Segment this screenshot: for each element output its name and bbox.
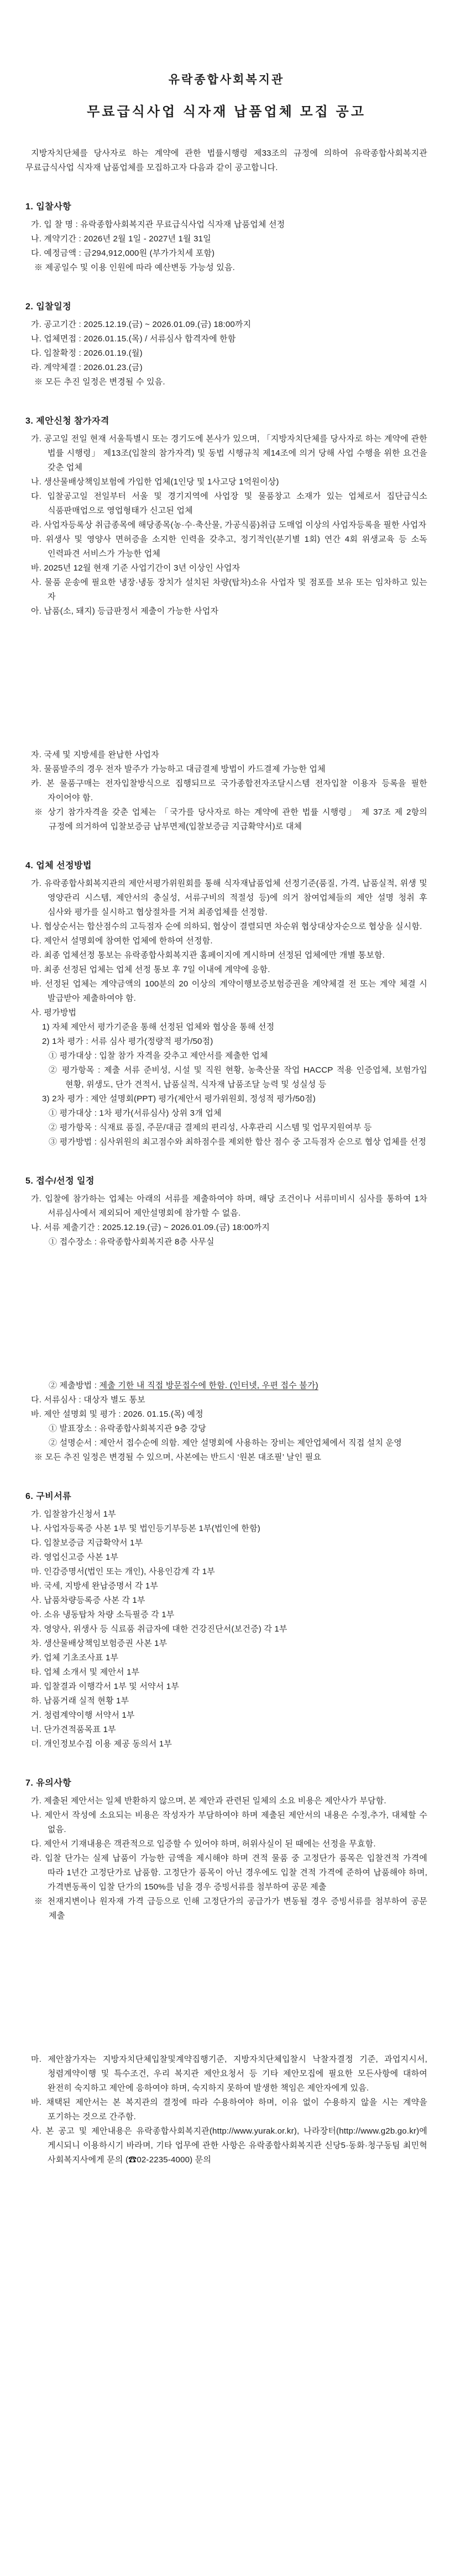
list-item: 카. 업체 기초조사표 1부 xyxy=(31,1653,119,1662)
list-item: 다. 입찰보증금 지급확약서 1부 xyxy=(31,1538,143,1548)
section-heading: 1. 입찰사항 xyxy=(25,202,72,212)
list-item: 라. 사업자등록상 취급종목에 해당종목(농·수·축산물, 가공식품)취급 도매업 이상의 사업자등록을 필한 사업자 xyxy=(31,520,427,530)
list-item: 나. 계약기간 : 2026년 2월 1일 - 2027년 1월 31일 xyxy=(31,234,211,244)
list-item: 바. 채택된 제안서는 본 복지관의 결정에 따라 수용하여야 하며, 이유 없이 수용하지 않을 시는 계약을 포기하는 것으로 간주함. xyxy=(31,2098,427,2121)
list-item: ② 평가항목 : 제출 서류 준비성, 시설 및 직원 현황, 농축산물 작업 HACCP 적용 인증업체, 보험가입 현황, 위생도, 단가 견적서, 납품실적, 식자재 납품조달 능력 및 성실성 등 xyxy=(49,1065,427,1089)
list-item: 마. 인감증명서(법인 또는 개인), 사용인감계 각 1부 xyxy=(31,1567,215,1576)
list-item: 가. 공고기간 : 2025.12.19.(금) ~ 2026.01.09.(금) 18:00까지 xyxy=(31,320,252,329)
list-item: ① 평가대상 : 입찰 참가 자격을 갖추고 제안서를 제출한 업체 xyxy=(49,1051,268,1060)
list-item: 하. 납품거래 실적 현황 1부 xyxy=(31,1696,129,1706)
list-item: 타. 업체 소개서 및 제안서 1부 xyxy=(31,1667,140,1677)
list-item: 차. 생산물배상책임보험증권 사본 1부 xyxy=(31,1639,168,1648)
list-item: 자. 영양사, 위생사 등 식료품 취급자에 대한 건강진단서(보건증) 각 1부 xyxy=(31,1624,287,1634)
list-item: 라. 최종 업체선정 통보는 유락종합사회복지관 홈페이지에 게시하며 선정된 업체에만 개별 통보함. xyxy=(31,951,385,960)
list-item: 아. 소유 냉동탑차 차량 소득필증 각 1부 xyxy=(31,1610,175,1619)
list-item: 라. 입찰 단가는 실제 납품이 가능한 금액을 제시해야 하며 견적 물품 중 고정단가 품목은 입찰견적 가격에 따라 1년간 고정단가로 납품함. 고정단가 품목이 아닌 경우에도 입찰 견적 가격에 준하여 납품해야 하며, 가격변동폭이 입찰 단가의 150%를 넘을 경우 증빙서류를 첨부하여 공문 제출 xyxy=(31,1854,427,1892)
list-item: 다. 입찰확정 : 2026.01.19.(월) xyxy=(31,349,143,358)
section-heading: 7. 유의사항 xyxy=(25,1778,72,1788)
list-item: 가. 공고일 전일 현재 서울특별시 또는 경기도에 본사가 있으며, 「지방자치단체를 당사자로 하는 계약에 관한 법률 시행령」 제13조(입찰의 참가자격) 및 동법 시행규칙 제14조에 의거 당해 사업 수행을 위한 요건을 갖춘 업체 xyxy=(31,434,427,472)
list-item: 가. 입 찰 명 : 유락종합사회복지관 무료급식사업 식자재 납품업체 선정 xyxy=(31,220,285,229)
list-item: 가. 유락종합사회복지관의 제안서평가위원회를 통해 식자재납품업체 선정기준(품질, 가격, 납품실적, 위생 및 영양관리 시스템, 제안서의 충실성, 서류구비의 적절성 등)에 의거 참여업체들의 제안 설명 청취 후 심사와 평가를 실시하고 협상절차를 거쳐 최종업체를 선정함. xyxy=(31,879,427,917)
list-item: ① 평가대상 : 1차 평가(서류심사) 상위 3개 업체 xyxy=(49,1108,222,1118)
list-item: 거. 청렴계약이행 서약서 1부 xyxy=(31,1711,135,1720)
list-item: 다. 제안서 설명회에 참여한 업체에 한하여 선정함. xyxy=(31,936,213,946)
list-item: 사. 본 공고 및 제안내용은 유락종합사회복지관(http://www.yurak.or.kr), 나라장터(http://www.g2b.go.kr)에 게시되니 이용하시기 바라며, 기타 업무에 관한 사항은 유락종합사회복지관 신당5·동화·청구동팀 최민혁 사회복지사에게 문의 (☎02-2235-4000) 문의 xyxy=(31,2126,427,2165)
list-item: ③ 평가방법 : 심사위원의 최고점수와 최하점수를 제외한 합산 점수 중 고득점자 순으로 협상 업체를 선정 xyxy=(49,1137,427,1147)
list-item: ② 평가항목 : 식재료 품질, 주문/대금 결제의 편리성, 사후관리 시스템 및 업무지원여부 등 xyxy=(49,1123,372,1132)
list-item: 가. 제출된 제안서는 일체 반환하지 않으며, 본 제안과 관련된 일체의 소요 비용은 제안사가 부담함. xyxy=(31,1796,386,1806)
list-item: 가. 입찰참가신청서 1부 xyxy=(31,1509,116,1519)
list-item: 자. 국세 및 지방세를 완납한 사업자 xyxy=(31,750,159,759)
list-item: 마. 제안참가자는 지방자치단체입찰및계약집행기준, 지방자치단체입찰시 낙찰자결정 기준, 과업지시서, 청렴계약이행 및 특수조건, 우리 복지관 제안요청서 등 기타 제안모집에 필요한 모든사항에 대하여 완전히 숙지하고 제안에 응하여야 하며, 숙지하지 못하여 발생한 책임은 제안자에게 있음. xyxy=(31,2055,427,2093)
list-item: 라. 영업신고증 사본 1부 xyxy=(31,1553,119,1562)
list-item: 카. 본 물품구매는 전자입찰방식으로 집행되므로 국가종합전자조달시스템 전자입찰 이용자 등록을 필한 자이어야 함. xyxy=(31,779,427,803)
list-item: 사. 평가방법 xyxy=(31,1008,77,1017)
list-item: ※ 제공일수 및 이용 인원에 따라 예산변동 가능성 있음. xyxy=(34,263,235,272)
list-item: ※ 모든 추진 일정은 변경될 수 있음. xyxy=(34,377,165,387)
list-item: 나. 사업자등록증 사본 1부 및 법인등기부등본 1부(법인에 한함) xyxy=(31,1524,260,1533)
list-item: 1) 자체 제안서 평가기준을 통해 선정된 업체와 협상을 통해 선정 xyxy=(42,1022,275,1032)
underlined-text: 제출 기한 내 직접 방문접수에 한함. (인터넷, 우편 접수 불가) xyxy=(99,1381,318,1390)
intro-paragraph: 지방자치단체를 당사자로 하는 계약에 관한 법률시행령 제33조의 규정에 의하여 유락종합사회복지관 무료급식사업 식자재 납품업체를 모집하고자 다음과 같이 공고합니다. xyxy=(25,149,427,172)
list-item: 바. 제안 설명회 및 평가 : 2026. 01.15.(목) 예정 xyxy=(31,1410,203,1419)
list-item: 라. 계약체결 : 2026.01.23.(금) xyxy=(31,363,143,372)
list-item: 나. 업체면접 : 2026.01.15.(목) / 서류심사 합격자에 한함 xyxy=(31,334,236,344)
list-item: 사. 물품 운송에 필요한 냉장·냉동 장치가 설치된 차량(탑차)소유 사업자 및 점포를 보유 또는 임차하고 있는 자 xyxy=(31,578,427,601)
list-item: 마. 최종 선정된 업체는 업체 선정 통보 후 7일 이내에 계약에 응함. xyxy=(31,965,270,974)
list-item: ① 접수장소 : 유락종합사회복지관 8층 사무실 xyxy=(49,1237,215,1247)
list-item: ※ 상기 참가자격을 갖춘 업체는 「국가를 당사자로 하는 계약에 관한 법률 시행령」 제 37조 제 2항의 규정에 의거하여 입찰보증금 납부면제(입찰보증금 지급확약서)로 대체 xyxy=(34,807,427,831)
list-item: 3) 2차 평가 : 제안 설명회(PPT) 평가(제안서 평가위원회, 정성적 평가/50점) xyxy=(42,1094,316,1104)
list-item: ② 설명순서 : 제안서 접수순에 의함. 제안 설명회에 사용하는 장비는 제안업체에서 직접 설치 운영 xyxy=(49,1438,402,1448)
section-heading: 3. 제안신청 참가자격 xyxy=(25,416,109,426)
list-item: 차. 물품발주의 경우 전자 발주가 가능하고 대금결제 방법이 카드결제 가능한 업체 xyxy=(31,764,326,774)
list-item: 2) 1차 평가 : 서류 심사 평가(정량적 평가/50점) xyxy=(42,1037,213,1046)
list-item: ※ 천재지변이나 원자재 가격 급등으로 인해 고정단가의 공급가가 변동될 경우 증빙서류를 첨부하여 공문 제출 xyxy=(34,1897,427,1920)
list-item: ※ 모든 추진 일정은 변경될 수 있으며, 사본에는 반드시 ‘원본 대조필’ 날인 필요 xyxy=(34,1453,322,1462)
list-item: 아. 납품(소, 돼지) 등급판정서 제출이 가능한 사업자 xyxy=(31,606,219,616)
section-heading: 4. 업체 선정방법 xyxy=(25,861,92,870)
list-item: 다. 서류심사 : 대상자 별도 통보 xyxy=(31,1395,145,1405)
list-item: 다. 예정금액 : 금294,912,000원 (부가가치세 포함) xyxy=(31,249,215,258)
list-item: 가. 입찰에 참가하는 업체는 아래의 서류를 제출하여야 하며, 해당 조건이나 서류미비시 심사를 통하여 1차 서류심사에서 제외되어 제안설명회에 참가할 수 없음. xyxy=(31,1194,427,1218)
section-heading: 5. 접수/선정 일정 xyxy=(25,1176,95,1186)
list-item: 다. 제안서 기재내용은 객관적으로 입증할 수 있어야 하며, 허위사실이 된 때에는 선정을 무효함. xyxy=(31,1839,376,1849)
section-heading: 2. 입찰일정 xyxy=(25,302,72,312)
list-item: 나. 제안서 작성에 소요되는 비용은 작성자가 부담하여야 하며 제출된 제안서의 내용은 수정,추가, 대체할 수 없음. xyxy=(31,1810,427,1834)
list-item: ② 제출방법 : 제출 기한 내 직접 방문접수에 한함. (인터넷, 우편 접수 불가) xyxy=(49,1381,318,1390)
list-item: 파. 입찰결과 이행각서 1부 및 서약서 1부 xyxy=(31,1682,180,1691)
list-item: 나. 서류 제출기간 : 2025.12.19.(금) ~ 2026.01.09.(금) 18:00까지 xyxy=(31,1223,270,1232)
list-item: 마. 위생사 및 영양사 면허증을 소지한 인력을 갖추고, 정기적인(분기별 1회) 연간 4회 위생교육 등 소독 인력파견 서비스가 가능한 업체 xyxy=(31,535,427,558)
list-item: 너. 단가견적품목표 1부 xyxy=(31,1725,116,1734)
list-item: 바. 국세, 지방세 완납증명서 각 1부 xyxy=(31,1581,159,1591)
list-item: 나. 협상순서는 합산점수의 고득점자 순에 의하되, 협상이 결렬되면 차순위 협상대상자순으로 협상을 실시함. xyxy=(31,922,422,931)
list-item: 다. 입찰공고일 전일부터 서울 및 경기지역에 사업장 및 물품창고 소재가 있는 업체로서 집단급식소 식품판매업으로 영업형태가 신고된 업체 xyxy=(31,492,427,515)
list-item: 사. 납품차량등록증 사본 각 1부 xyxy=(31,1596,145,1605)
list-item: 더. 개인정보수집 이용 제공 동의서 1부 xyxy=(31,1739,172,1749)
sections-container xyxy=(25,199,427,2167)
section-heading: 6. 구비서류 xyxy=(25,1492,72,1501)
list-item: 바. 2025년 12월 현재 기준 사업기간이 3년 이상인 사업자 xyxy=(31,563,240,573)
page-title: 무료급식사업 식자재 납품업체 모집 공고 xyxy=(87,104,366,119)
org-title: 유락종합사회복지관 xyxy=(168,73,285,86)
list-item: 나. 생산물배상책임보험에 가입한 업체(1인당 및 1사고당 1억원이상) xyxy=(31,477,279,487)
list-item: ① 발표장소 : 유락종합사회복지관 9층 강당 xyxy=(49,1424,206,1433)
list-item: 바. 선정된 업체는 계약금액의 100분의 20 이상의 계약이행보증보험증권을 계약체결 전 또는 계약 체결 시 발급받아 제출하여야 함. xyxy=(31,979,427,1003)
